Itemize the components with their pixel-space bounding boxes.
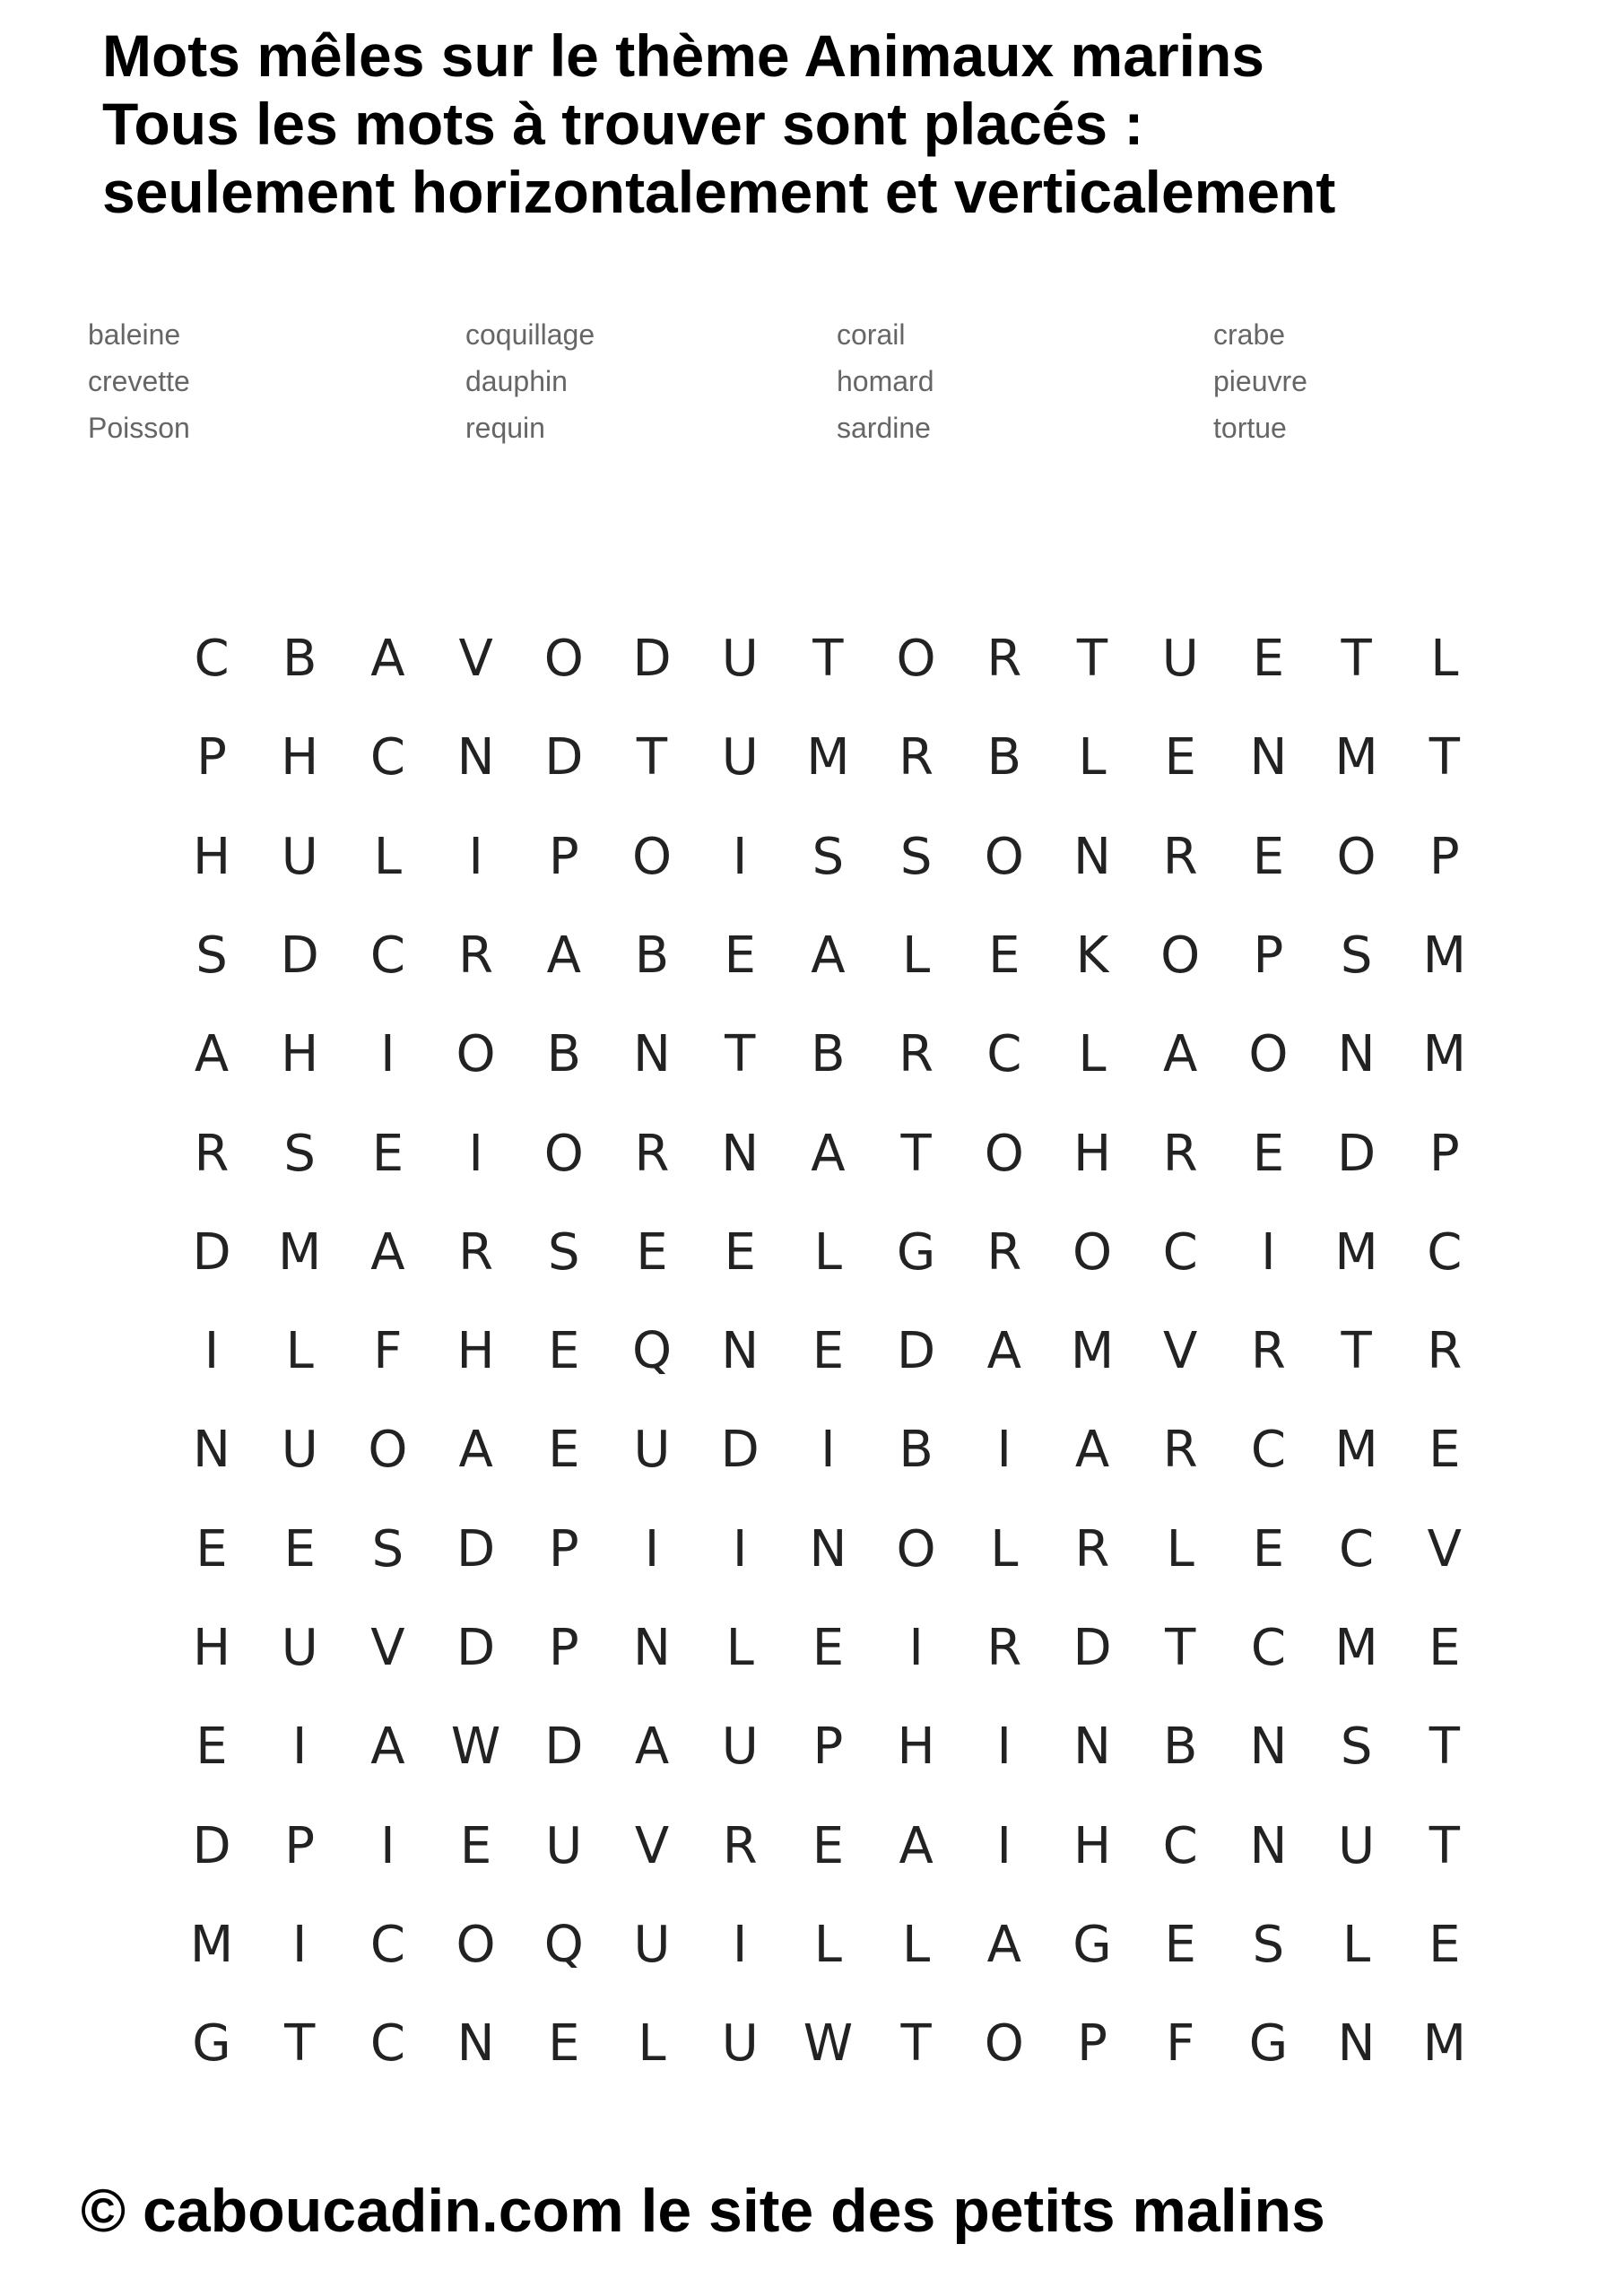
- grid-letter: O: [456, 1915, 496, 1974]
- grid-letter: M: [1334, 728, 1378, 787]
- grid-letter: N: [809, 1519, 847, 1578]
- grid-letter: E: [988, 926, 1020, 985]
- grid-letter: L: [285, 1322, 314, 1381]
- grid-letter: I: [821, 1421, 836, 1480]
- grid-letter: C: [1162, 1816, 1198, 1875]
- grid-letter: D: [720, 1421, 760, 1480]
- grid-letter: O: [631, 827, 673, 886]
- grid-letter: M: [189, 1915, 234, 1974]
- grid-letter: P: [1077, 2014, 1107, 2074]
- grid-letter: P: [812, 1718, 844, 1777]
- grid-letter: B: [899, 1421, 934, 1480]
- grid-letter: O: [1160, 926, 1201, 985]
- word-item: requin: [465, 412, 545, 444]
- grid-letter: E: [724, 926, 756, 985]
- grid-letter: E: [1429, 1915, 1461, 1974]
- grid-letter: S: [371, 1519, 404, 1578]
- grid-letter: G: [192, 2014, 231, 2074]
- grid-letter: I: [996, 1421, 1012, 1480]
- word-item: corail: [837, 318, 906, 351]
- grid-letter: U: [281, 827, 318, 886]
- grid-letter: C: [1427, 1222, 1463, 1282]
- grid-letter: P: [196, 728, 227, 787]
- grid-letter: D: [280, 926, 319, 985]
- grid-letter: T: [1341, 1322, 1372, 1381]
- grid-letter: I: [204, 1322, 220, 1381]
- word-item: crevette: [88, 365, 190, 397]
- grid-letter: I: [644, 1519, 660, 1578]
- grid-letter: R: [1162, 1124, 1198, 1183]
- grid-letter: L: [813, 1915, 842, 1974]
- grid-letter: A: [458, 1421, 493, 1480]
- grid-letter: O: [984, 2014, 1024, 2074]
- grid-letter: T: [1429, 728, 1460, 787]
- footer-copyright: © caboucadin.com le site des petits malins: [81, 2177, 1325, 2245]
- grid-letter: T: [900, 1124, 932, 1183]
- grid-letter: V: [370, 1619, 405, 1677]
- grid-letter: O: [456, 1025, 496, 1084]
- grid-letter: I: [732, 827, 748, 886]
- grid-letter: D: [1337, 1124, 1376, 1183]
- grid-letter: O: [1072, 1222, 1113, 1282]
- grid-letter: O: [984, 827, 1024, 886]
- grid-letter: R: [1162, 1421, 1198, 1480]
- grid-letter: I: [291, 1915, 308, 1974]
- grid-letter: M: [1334, 1421, 1378, 1480]
- grid-letter: N: [456, 2014, 495, 2074]
- grid-letter: V: [1163, 1322, 1198, 1381]
- grid-letter: P: [1429, 1124, 1460, 1183]
- grid-letter: M: [1070, 1322, 1115, 1381]
- grid-letter: G: [1073, 1915, 1112, 1974]
- grid-letter: S: [548, 1222, 580, 1282]
- grid-letter: I: [732, 1915, 748, 1974]
- title-line-3: seulement horizontalement et verticalement: [102, 159, 1336, 225]
- grid-letter: S: [899, 827, 933, 886]
- grid-letter: A: [986, 1322, 1021, 1381]
- grid-letter: A: [899, 1816, 934, 1875]
- grid-letter: N: [721, 1322, 760, 1381]
- grid-letter: E: [812, 1816, 845, 1875]
- grid-letter: R: [986, 1619, 1022, 1677]
- grid-letter: U: [721, 630, 759, 688]
- grid-letter: U: [281, 1619, 318, 1677]
- grid-letter: R: [899, 1025, 934, 1084]
- grid-letter: Q: [543, 1915, 584, 1974]
- grid-letter: R: [986, 1222, 1022, 1282]
- grid-letter: I: [1261, 1222, 1276, 1282]
- grid-letter: N: [633, 1619, 671, 1677]
- grid-letter: H: [456, 1322, 495, 1381]
- grid-letter: A: [634, 1718, 670, 1777]
- grid-letter: L: [1166, 1519, 1194, 1578]
- grid-letter: E: [459, 1816, 492, 1875]
- grid-letter: N: [193, 1421, 230, 1480]
- grid-letter: O: [543, 1124, 584, 1183]
- grid-letter: B: [634, 926, 670, 985]
- grid-letter: C: [369, 2014, 405, 2074]
- grid-letter: E: [1429, 1421, 1461, 1480]
- grid-letter: G: [1248, 2014, 1289, 2074]
- grid-letter: R: [1427, 1322, 1463, 1381]
- grid-letter: D: [544, 728, 584, 787]
- grid-letter: A: [811, 1124, 846, 1183]
- grid-letter: I: [380, 1025, 395, 1084]
- grid-letter: P: [548, 1519, 579, 1578]
- grid-letter: U: [721, 728, 759, 787]
- grid-letter: I: [380, 1816, 395, 1875]
- grid-letter: U: [281, 1421, 318, 1480]
- grid-letter: E: [1429, 1619, 1461, 1677]
- grid-letter: S: [195, 926, 228, 985]
- grid-letter: W: [803, 2014, 854, 2074]
- grid-letter: D: [1073, 1619, 1112, 1677]
- grid-letter: F: [1166, 2014, 1195, 2074]
- page-title: [102, 22, 1335, 226]
- grid-letter: M: [278, 1222, 322, 1282]
- grid-letter: L: [1078, 1025, 1107, 1084]
- grid-letter: T: [636, 728, 668, 787]
- grid-letter: T: [1076, 630, 1108, 688]
- grid-letter: T: [1341, 630, 1372, 688]
- title-line-2: Tous les mots à trouver sont placés :: [102, 91, 1144, 157]
- grid-letter: C: [369, 926, 405, 985]
- grid-letter: F: [373, 1322, 403, 1381]
- word-item: coquillage: [465, 318, 595, 351]
- grid-letter: U: [1338, 1816, 1376, 1875]
- grid-letter: T: [1165, 1619, 1196, 1677]
- grid-letter: A: [194, 1025, 230, 1084]
- grid-letter: N: [1249, 1718, 1288, 1777]
- grid-letter: E: [371, 1124, 404, 1183]
- word-item: sardine: [837, 412, 931, 444]
- grid-letter: O: [543, 630, 584, 688]
- grid-letter: U: [721, 1718, 759, 1777]
- grid-letter: Q: [631, 1322, 673, 1381]
- grid-letter: H: [281, 1025, 319, 1084]
- grid-letter: C: [986, 1025, 1022, 1084]
- grid-letter: A: [370, 1222, 405, 1282]
- grid-letter: N: [1249, 1816, 1288, 1875]
- grid-letter: D: [192, 1816, 231, 1875]
- grid-letter: L: [901, 926, 931, 985]
- grid-letter: M: [806, 728, 850, 787]
- grid-letter: B: [546, 1025, 581, 1084]
- grid-letter: R: [986, 630, 1022, 688]
- grid-letter: A: [1163, 1025, 1198, 1084]
- grid-letter: E: [1164, 728, 1196, 787]
- grid-letter: M: [1334, 1619, 1378, 1677]
- grid-letter: E: [1252, 1124, 1285, 1183]
- grid-letter: R: [458, 926, 494, 985]
- grid-letter: L: [638, 2014, 666, 2074]
- grid-letter: N: [721, 1124, 760, 1183]
- grid-letter: C: [1162, 1222, 1198, 1282]
- grid-letter: M: [1334, 1222, 1378, 1282]
- grid-letter: C: [194, 630, 230, 688]
- grid-letter: N: [1073, 827, 1111, 886]
- grid-letter: L: [725, 1619, 754, 1677]
- grid-letter: H: [192, 827, 231, 886]
- grid-letter: L: [990, 1519, 1019, 1578]
- grid-letter: H: [1073, 1816, 1112, 1875]
- grid-letter: U: [1161, 630, 1199, 688]
- grid-letter: I: [996, 1718, 1012, 1777]
- grid-letter: P: [1429, 827, 1460, 886]
- grid-letter: E: [1252, 827, 1285, 886]
- grid-letter: N: [633, 1025, 671, 1084]
- grid-letter: E: [195, 1519, 228, 1578]
- grid-letter: D: [544, 1718, 584, 1777]
- grid-letter: T: [812, 630, 844, 688]
- grid-letter: E: [1252, 1519, 1285, 1578]
- grid-letter: R: [1074, 1519, 1110, 1578]
- grid-letter: E: [1252, 630, 1285, 688]
- word-item: dauphin: [465, 365, 568, 397]
- grid-letter: N: [1337, 2014, 1376, 2074]
- grid-letter: E: [636, 1222, 668, 1282]
- grid-letter: C: [369, 1915, 405, 1974]
- grid-letter: L: [1078, 728, 1107, 787]
- title-line-1: Mots mêles sur le thème Animaux marins: [102, 22, 1264, 89]
- grid-letter: I: [996, 1816, 1012, 1875]
- grid-letter: A: [370, 1718, 405, 1777]
- grid-letter: I: [732, 1519, 748, 1578]
- grid-letter: B: [1162, 1718, 1198, 1777]
- grid-letter: P: [548, 827, 579, 886]
- grid-letter: G: [896, 1222, 936, 1282]
- grid-letter: E: [283, 1519, 316, 1578]
- grid-letter: C: [1339, 1519, 1375, 1578]
- grid-letter: I: [468, 1124, 483, 1183]
- grid-letter: S: [283, 1124, 316, 1183]
- grid-letter: H: [897, 1718, 935, 1777]
- grid-letter: D: [192, 1222, 231, 1282]
- grid-letter: H: [281, 728, 319, 787]
- grid-letter: A: [986, 1915, 1021, 1974]
- grid-letter: M: [1422, 2014, 1466, 2074]
- grid-letter: A: [1074, 1421, 1110, 1480]
- grid-letter: L: [813, 1222, 842, 1282]
- grid-letter: S: [1340, 926, 1373, 985]
- grid-letter: C: [1250, 1619, 1286, 1677]
- grid-letter: E: [812, 1322, 845, 1381]
- grid-letter: E: [548, 1322, 580, 1381]
- grid-letter: U: [633, 1421, 671, 1480]
- grid-letter: R: [1250, 1322, 1286, 1381]
- grid-letter: I: [291, 1718, 308, 1777]
- grid-letter: O: [1336, 827, 1376, 886]
- grid-letter: M: [1422, 1025, 1466, 1084]
- grid-letter: B: [986, 728, 1021, 787]
- word-item: Poisson: [88, 412, 190, 444]
- grid-letter: N: [456, 728, 495, 787]
- grid-letter: C: [1250, 1421, 1286, 1480]
- grid-letter: O: [984, 1124, 1024, 1183]
- grid-letter: E: [812, 1619, 845, 1677]
- grid-letter: I: [908, 1619, 924, 1677]
- grid-letter: B: [282, 630, 317, 688]
- grid-letter: L: [373, 827, 402, 886]
- grid-letter: C: [369, 728, 405, 787]
- grid-letter: B: [811, 1025, 846, 1084]
- grid-letter: O: [1248, 1025, 1289, 1084]
- grid-letter: R: [634, 1124, 670, 1183]
- grid-letter: U: [633, 1915, 671, 1974]
- grid-letter: T: [1429, 1718, 1460, 1777]
- grid-letter: V: [458, 630, 493, 688]
- word-item: homard: [837, 365, 934, 397]
- grid-letter: E: [548, 1421, 580, 1480]
- word-list: [88, 318, 1433, 471]
- grid-letter: T: [284, 2014, 316, 2074]
- grid-letter: S: [1252, 1915, 1285, 1974]
- word-item: crabe: [1213, 318, 1286, 351]
- grid-letter: D: [456, 1519, 496, 1578]
- grid-letter: T: [1429, 1816, 1460, 1875]
- grid-letter: D: [632, 630, 672, 688]
- grid-letter: O: [896, 1519, 936, 1578]
- grid-letter: W: [450, 1718, 501, 1777]
- grid-letter: V: [634, 1816, 670, 1875]
- grid-letter: S: [1340, 1718, 1373, 1777]
- grid-letter: A: [546, 926, 581, 985]
- grid-letter: E: [548, 2014, 580, 2074]
- grid-letter: H: [192, 1619, 231, 1677]
- grid-letter: U: [545, 1816, 583, 1875]
- grid-letter: R: [722, 1816, 758, 1875]
- grid-letter: R: [458, 1222, 494, 1282]
- grid-letter: N: [1249, 728, 1288, 787]
- grid-letter: P: [284, 1816, 316, 1875]
- grid-letter: A: [811, 926, 846, 985]
- word-item: baleine: [88, 318, 181, 351]
- grid-letter: R: [194, 1124, 230, 1183]
- grid-letter: E: [1164, 1915, 1196, 1974]
- grid-letter: S: [812, 827, 845, 886]
- grid-letter: L: [1430, 630, 1459, 688]
- word-item: pieuvre: [1213, 365, 1307, 397]
- grid-letter: E: [195, 1718, 228, 1777]
- grid-letter: O: [896, 630, 936, 688]
- grid-letter: A: [370, 630, 405, 688]
- grid-letter: U: [721, 2014, 759, 2074]
- grid-letter: R: [899, 728, 934, 787]
- grid-letter: E: [724, 1222, 756, 1282]
- grid-letter: N: [1337, 1025, 1376, 1084]
- grid-letter: R: [1162, 827, 1198, 886]
- grid-letter: O: [368, 1421, 408, 1480]
- grid-letter: I: [468, 827, 483, 886]
- grid-letter: D: [897, 1322, 936, 1381]
- grid-letter: T: [900, 2014, 932, 2074]
- grid-letter: M: [1422, 926, 1466, 985]
- letter-grid: [168, 610, 1513, 2090]
- grid-letter: T: [725, 1025, 756, 1084]
- grid-letter: P: [548, 1619, 579, 1677]
- grid-letter: H: [1073, 1124, 1112, 1183]
- grid-letter: N: [1073, 1718, 1111, 1777]
- grid-letter: L: [1342, 1915, 1371, 1974]
- grid-letter: L: [901, 1915, 931, 1974]
- grid-letter: D: [456, 1619, 496, 1677]
- grid-letter: K: [1075, 926, 1109, 985]
- grid-letter: P: [1253, 926, 1284, 985]
- word-item: tortue: [1213, 412, 1287, 444]
- grid-letter: V: [1427, 1519, 1462, 1578]
